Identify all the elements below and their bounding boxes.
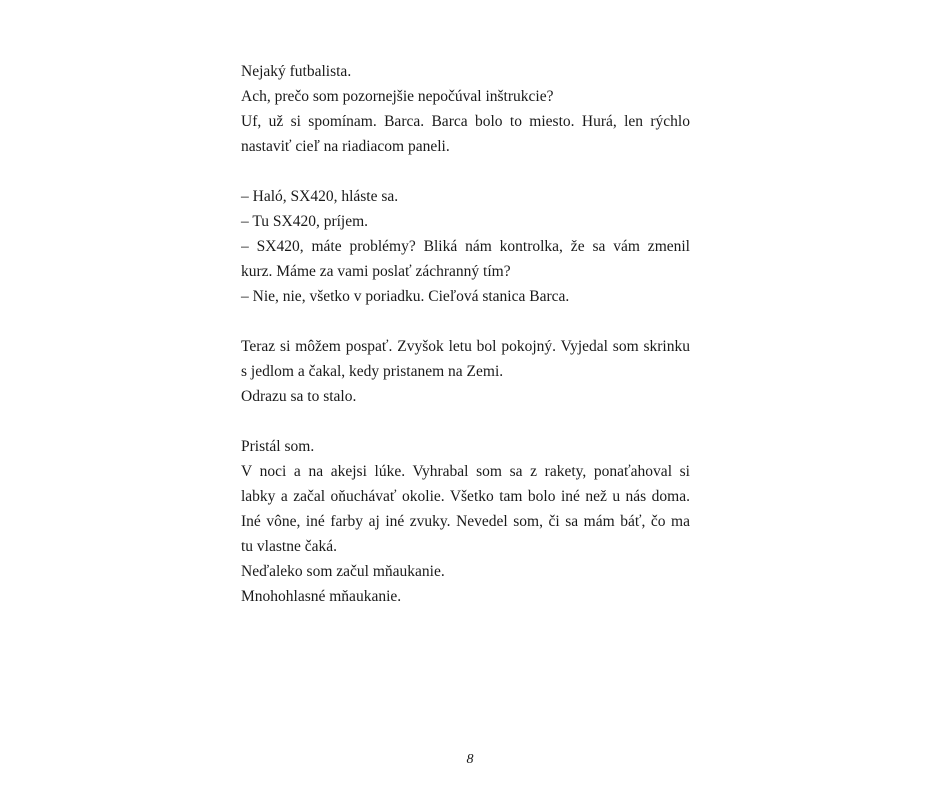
paragraph: [241, 334, 690, 409]
paragraph: [241, 59, 690, 159]
text-line: Ach, prečo som pozornejšie nepočúval inštrukcie?: [241, 88, 554, 105]
text-line: kurz. Máme za vami poslať záchranný tím?: [241, 263, 511, 280]
text-line: labky a začal oňuchávať okolie. Všetko tam bolo iné než u nás doma.: [241, 488, 690, 505]
text-line: Nejaký futbalista.: [241, 63, 352, 80]
text-line: Uf, už si spomínam. Barca. Barca bolo to miesto. Hurá, len rýchlo: [241, 113, 690, 130]
paragraph-gap: [241, 309, 690, 334]
text-line: tu vlastne čaká.: [241, 538, 337, 555]
text-line: Pristál som.: [241, 438, 315, 455]
text-line: nastaviť cieľ na riadiacom paneli.: [241, 138, 450, 155]
text-line: Odrazu sa to stalo.: [241, 388, 357, 405]
text-line: s jedlom a čakal, kedy pristanem na Zemi.: [241, 363, 504, 380]
text-line: – SX420, máte problémy? Bliká nám kontrolka, že sa vám zmenil: [241, 238, 690, 255]
paragraph-gap: [241, 159, 690, 184]
paragraph: [241, 184, 690, 309]
text-line: Teraz si môžem pospať. Zvyšok letu bol pokojný. Vyjedal som skrinku: [241, 338, 690, 355]
text-line: V noci a na akejsi lúke. Vyhrabal som sa z rakety, ponaťahoval si: [241, 463, 690, 480]
text-line: Neďaleko som začul mňaukanie.: [241, 563, 445, 580]
paragraph: [241, 434, 690, 609]
body-text: [241, 59, 690, 609]
paragraph-gap: [241, 409, 690, 434]
text-line: – Haló, SX420, hláste sa.: [241, 188, 399, 205]
text-line: – Nie, nie, všetko v poriadku. Cieľová stanica Barca.: [241, 288, 570, 305]
text-line: Iné vône, iné farby aj iné zvuky. Nevedel som, či sa mám báť, čo ma: [241, 513, 690, 530]
page-number: 8: [466, 752, 474, 767]
text-line: – Tu SX420, príjem.: [241, 213, 369, 230]
text-line: Mnohohlasné mňaukanie.: [241, 588, 402, 605]
